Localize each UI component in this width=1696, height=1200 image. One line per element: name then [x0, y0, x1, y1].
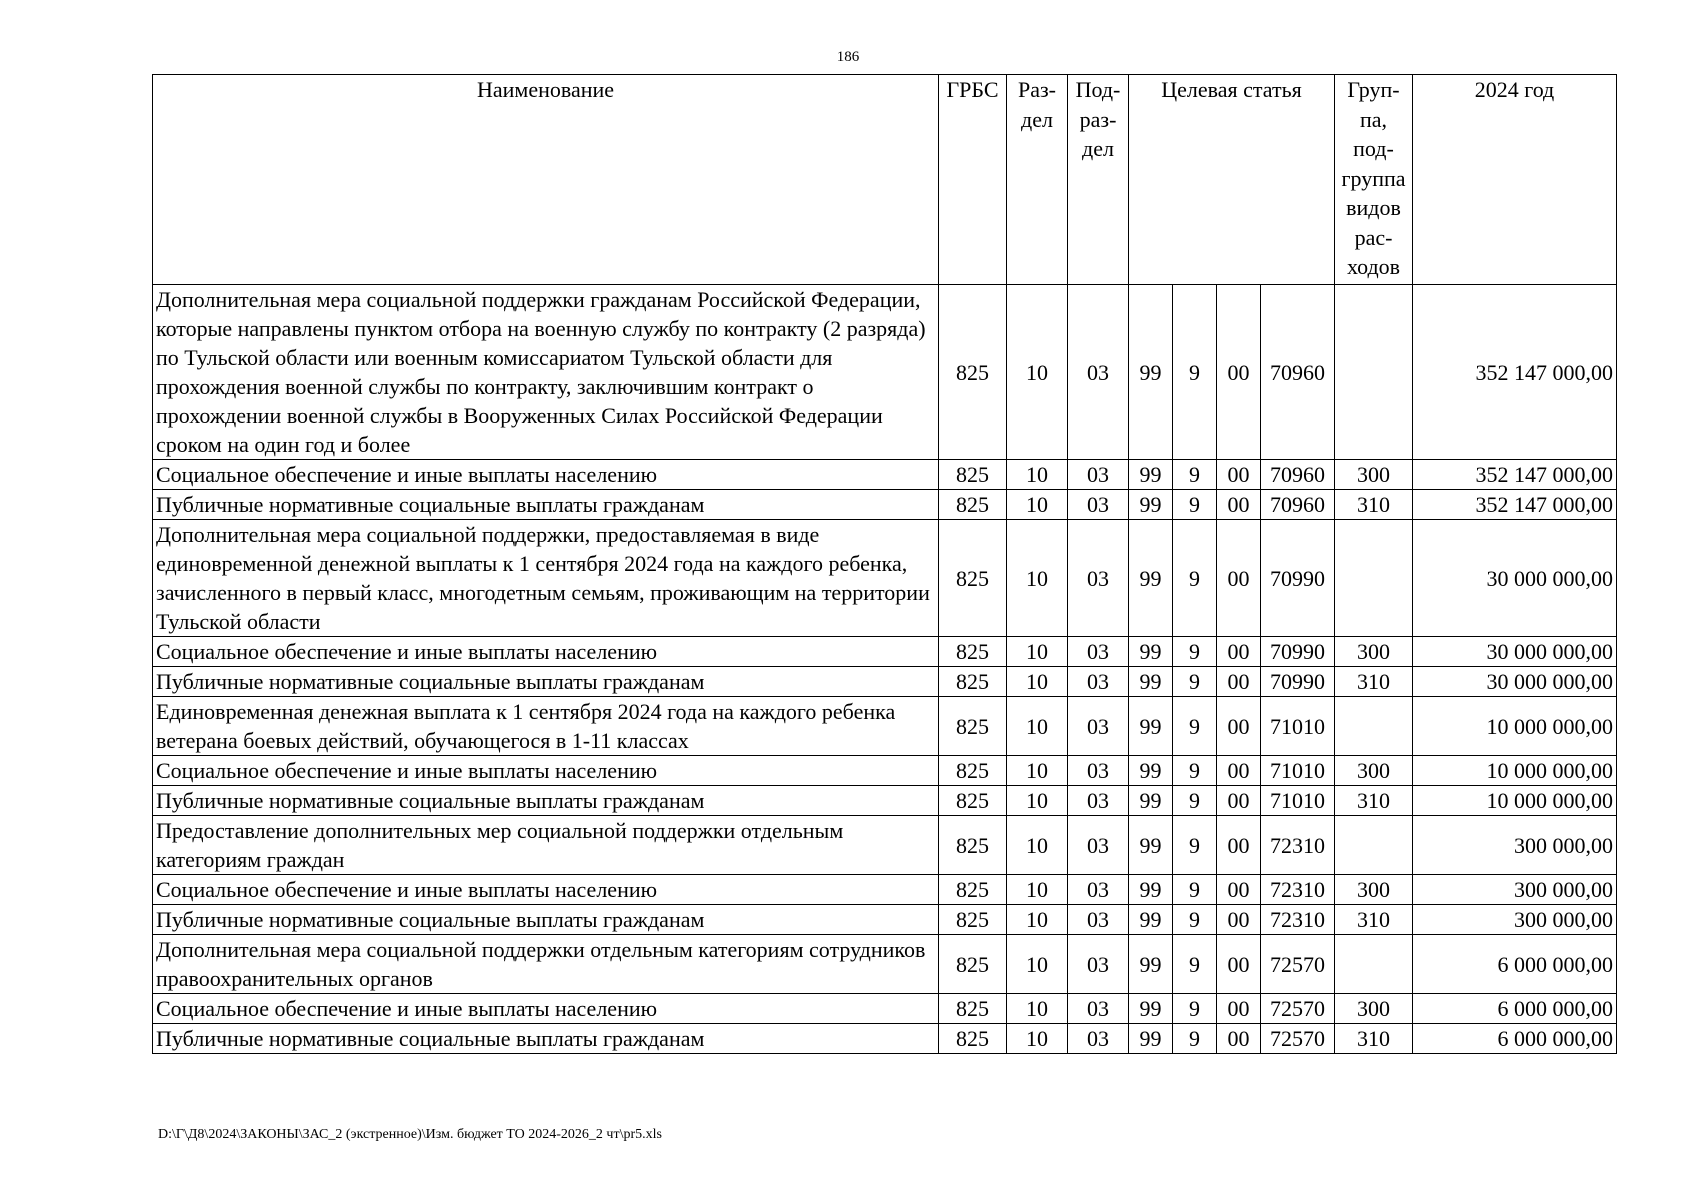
row-name-cell: Социальное обеспечение и иные выплаты населению	[153, 994, 939, 1024]
expense-group-cell: 300	[1335, 756, 1413, 786]
table-row	[153, 756, 1617, 786]
amount-cell: 10 000 000,00	[1413, 697, 1617, 756]
target-direction-cell: 00	[1217, 994, 1261, 1024]
target-code-cell: 70960	[1261, 490, 1335, 520]
header-podrazdel: Под- раз- дел	[1068, 75, 1129, 285]
grbs-cell: 825	[939, 875, 1007, 905]
grbs-cell: 825	[939, 994, 1007, 1024]
podrazdel-cell: 03	[1068, 697, 1129, 756]
target-program-cell: 99	[1129, 285, 1173, 460]
table-row	[153, 520, 1617, 637]
target-code-cell: 70990	[1261, 637, 1335, 667]
target-code-cell: 72310	[1261, 905, 1335, 935]
header-year-2024: 2024 год	[1413, 75, 1617, 285]
expense-group-cell	[1335, 935, 1413, 994]
target-subprogram-cell: 9	[1173, 490, 1217, 520]
target-code-cell: 72310	[1261, 816, 1335, 875]
target-program-cell: 99	[1129, 460, 1173, 490]
table-header-row	[153, 75, 1617, 285]
target-subprogram-cell: 9	[1173, 637, 1217, 667]
budget-table	[152, 74, 1617, 1054]
target-program-cell: 99	[1129, 875, 1173, 905]
target-code-cell: 71010	[1261, 786, 1335, 816]
podrazdel-cell: 03	[1068, 667, 1129, 697]
podrazdel-cell: 03	[1068, 994, 1129, 1024]
grbs-cell: 825	[939, 637, 1007, 667]
podrazdel-cell: 03	[1068, 490, 1129, 520]
grbs-cell: 825	[939, 1024, 1007, 1054]
razdel-cell: 10	[1007, 816, 1068, 875]
grbs-cell: 825	[939, 460, 1007, 490]
target-code-cell: 70960	[1261, 460, 1335, 490]
target-direction-cell: 00	[1217, 520, 1261, 637]
table-row	[153, 816, 1617, 875]
razdel-cell: 10	[1007, 637, 1068, 667]
target-code-cell: 72570	[1261, 994, 1335, 1024]
row-name-cell: Социальное обеспечение и иные выплаты населению	[153, 756, 939, 786]
grbs-cell: 825	[939, 935, 1007, 994]
razdel-cell: 10	[1007, 905, 1068, 935]
target-program-cell: 99	[1129, 697, 1173, 756]
target-direction-cell: 00	[1217, 875, 1261, 905]
grbs-cell: 825	[939, 816, 1007, 875]
expense-group-cell: 310	[1335, 905, 1413, 935]
table-row	[153, 875, 1617, 905]
table-row	[153, 935, 1617, 994]
table-row	[153, 667, 1617, 697]
header-grbs: ГРБС	[939, 75, 1007, 285]
target-direction-cell: 00	[1217, 637, 1261, 667]
target-direction-cell: 00	[1217, 935, 1261, 994]
target-subprogram-cell: 9	[1173, 697, 1217, 756]
expense-group-cell	[1335, 697, 1413, 756]
target-direction-cell: 00	[1217, 1024, 1261, 1054]
table-row	[153, 490, 1617, 520]
row-name-cell: Дополнительная мера социальной поддержки отдельным категориям сотрудников правоохранительных органов	[153, 935, 939, 994]
expense-group-cell: 310	[1335, 667, 1413, 697]
razdel-cell: 10	[1007, 935, 1068, 994]
target-code-cell: 70960	[1261, 285, 1335, 460]
razdel-cell: 10	[1007, 756, 1068, 786]
table-row	[153, 285, 1617, 460]
table-row	[153, 460, 1617, 490]
expense-group-cell	[1335, 285, 1413, 460]
amount-cell: 352 147 000,00	[1413, 285, 1617, 460]
target-program-cell: 99	[1129, 756, 1173, 786]
grbs-cell: 825	[939, 667, 1007, 697]
target-subprogram-cell: 9	[1173, 905, 1217, 935]
grbs-cell: 825	[939, 520, 1007, 637]
expense-group-cell: 310	[1335, 490, 1413, 520]
amount-cell: 300 000,00	[1413, 816, 1617, 875]
razdel-cell: 10	[1007, 460, 1068, 490]
target-code-cell: 72570	[1261, 935, 1335, 994]
razdel-cell: 10	[1007, 667, 1068, 697]
footer-file-path: D:\Г\Д8\2024\ЗАКОНЫ\ЗАС_2 (экстренное)\Изм. бюджет ТО 2024-2026_2 чт\pr5.xls	[158, 1127, 662, 1142]
expense-group-cell: 300	[1335, 875, 1413, 905]
header-razdel: Раз- дел	[1007, 75, 1068, 285]
table-row	[153, 637, 1617, 667]
podrazdel-cell: 03	[1068, 875, 1129, 905]
razdel-cell: 10	[1007, 490, 1068, 520]
row-name-cell: Дополнительная мера социальной поддержки, предоставляемая в виде единовременной денежной выплаты к 1 сентября 2024 года на каждого ребенка, зачисленного в первый класс, многодетным семьям, проживающим на территории Тульской области	[153, 520, 939, 637]
amount-cell: 10 000 000,00	[1413, 756, 1617, 786]
target-code-cell: 70990	[1261, 520, 1335, 637]
amount-cell: 10 000 000,00	[1413, 786, 1617, 816]
row-name-cell: Публичные нормативные социальные выплаты гражданам	[153, 667, 939, 697]
amount-cell: 300 000,00	[1413, 905, 1617, 935]
target-code-cell: 72570	[1261, 1024, 1335, 1054]
target-direction-cell: 00	[1217, 816, 1261, 875]
target-subprogram-cell: 9	[1173, 1024, 1217, 1054]
target-program-cell: 99	[1129, 935, 1173, 994]
target-subprogram-cell: 9	[1173, 935, 1217, 994]
table-row	[153, 1024, 1617, 1054]
razdel-cell: 10	[1007, 1024, 1068, 1054]
table-row	[153, 905, 1617, 935]
amount-cell: 6 000 000,00	[1413, 1024, 1617, 1054]
target-subprogram-cell: 9	[1173, 816, 1217, 875]
target-direction-cell: 00	[1217, 490, 1261, 520]
target-direction-cell: 00	[1217, 786, 1261, 816]
expense-group-cell	[1335, 520, 1413, 637]
row-name-cell: Социальное обеспечение и иные выплаты населению	[153, 875, 939, 905]
target-direction-cell: 00	[1217, 285, 1261, 460]
header-target-article: Целевая статья	[1129, 75, 1335, 285]
table-row	[153, 994, 1617, 1024]
podrazdel-cell: 03	[1068, 935, 1129, 994]
grbs-cell: 825	[939, 905, 1007, 935]
target-direction-cell: 00	[1217, 667, 1261, 697]
target-subprogram-cell: 9	[1173, 667, 1217, 697]
podrazdel-cell: 03	[1068, 816, 1129, 875]
target-program-cell: 99	[1129, 816, 1173, 875]
expense-group-cell: 300	[1335, 994, 1413, 1024]
grbs-cell: 825	[939, 490, 1007, 520]
table-body	[153, 285, 1617, 1054]
target-subprogram-cell: 9	[1173, 994, 1217, 1024]
grbs-cell: 825	[939, 786, 1007, 816]
razdel-cell: 10	[1007, 697, 1068, 756]
target-direction-cell: 00	[1217, 460, 1261, 490]
target-subprogram-cell: 9	[1173, 875, 1217, 905]
amount-cell: 352 147 000,00	[1413, 490, 1617, 520]
target-program-cell: 99	[1129, 520, 1173, 637]
target-subprogram-cell: 9	[1173, 460, 1217, 490]
podrazdel-cell: 03	[1068, 520, 1129, 637]
target-subprogram-cell: 9	[1173, 285, 1217, 460]
target-subprogram-cell: 9	[1173, 520, 1217, 637]
expense-group-cell: 300	[1335, 460, 1413, 490]
target-subprogram-cell: 9	[1173, 786, 1217, 816]
amount-cell: 30 000 000,00	[1413, 667, 1617, 697]
expense-group-cell: 310	[1335, 1024, 1413, 1054]
grbs-cell: 825	[939, 285, 1007, 460]
podrazdel-cell: 03	[1068, 786, 1129, 816]
table-row	[153, 697, 1617, 756]
target-subprogram-cell: 9	[1173, 756, 1217, 786]
target-program-cell: 99	[1129, 1024, 1173, 1054]
header-expense-group: Груп- па, под- группа видов рас- ходов	[1335, 75, 1413, 285]
razdel-cell: 10	[1007, 520, 1068, 637]
row-name-cell: Предоставление дополнительных мер социальной поддержки отдельным категориям граждан	[153, 816, 939, 875]
target-code-cell: 71010	[1261, 697, 1335, 756]
amount-cell: 352 147 000,00	[1413, 460, 1617, 490]
target-program-cell: 99	[1129, 667, 1173, 697]
target-program-cell: 99	[1129, 786, 1173, 816]
target-direction-cell: 00	[1217, 697, 1261, 756]
page-number: 186	[836, 49, 860, 65]
header-name: Наименование	[153, 75, 939, 285]
grbs-cell: 825	[939, 756, 1007, 786]
razdel-cell: 10	[1007, 285, 1068, 460]
row-name-cell: Единовременная денежная выплата к 1 сентября 2024 года на каждого ребенка ветерана боевых действий, обучающегося в 1-11 классах	[153, 697, 939, 756]
table-row	[153, 786, 1617, 816]
razdel-cell: 10	[1007, 786, 1068, 816]
target-code-cell: 70990	[1261, 667, 1335, 697]
podrazdel-cell: 03	[1068, 285, 1129, 460]
amount-cell: 30 000 000,00	[1413, 520, 1617, 637]
amount-cell: 6 000 000,00	[1413, 935, 1617, 994]
target-code-cell: 71010	[1261, 756, 1335, 786]
target-program-cell: 99	[1129, 905, 1173, 935]
razdel-cell: 10	[1007, 994, 1068, 1024]
row-name-cell: Публичные нормативные социальные выплаты гражданам	[153, 786, 939, 816]
row-name-cell: Публичные нормативные социальные выплаты гражданам	[153, 1024, 939, 1054]
row-name-cell: Публичные нормативные социальные выплаты гражданам	[153, 490, 939, 520]
expense-group-cell	[1335, 816, 1413, 875]
podrazdel-cell: 03	[1068, 905, 1129, 935]
row-name-cell: Публичные нормативные социальные выплаты гражданам	[153, 905, 939, 935]
target-program-cell: 99	[1129, 637, 1173, 667]
grbs-cell: 825	[939, 697, 1007, 756]
target-program-cell: 99	[1129, 994, 1173, 1024]
expense-group-cell: 300	[1335, 637, 1413, 667]
razdel-cell: 10	[1007, 875, 1068, 905]
row-name-cell: Дополнительная мера социальной поддержки гражданам Российской Федерации, которые направлены пунктом отбора на военную службу по контракту (2 разряда) по Тульской области или военным комиссариатом Тульской области для прохождения военной службы по контракту, заключившим контракт о прохождении военной службы в Вооруженных Силах Российской Федерации сроком на один год и более	[153, 285, 939, 460]
podrazdel-cell: 03	[1068, 1024, 1129, 1054]
row-name-cell: Социальное обеспечение и иные выплаты населению	[153, 460, 939, 490]
expense-group-cell: 310	[1335, 786, 1413, 816]
podrazdel-cell: 03	[1068, 756, 1129, 786]
podrazdel-cell: 03	[1068, 637, 1129, 667]
amount-cell: 6 000 000,00	[1413, 994, 1617, 1024]
target-direction-cell: 00	[1217, 905, 1261, 935]
target-program-cell: 99	[1129, 490, 1173, 520]
amount-cell: 30 000 000,00	[1413, 637, 1617, 667]
row-name-cell: Социальное обеспечение и иные выплаты населению	[153, 637, 939, 667]
target-direction-cell: 00	[1217, 756, 1261, 786]
target-code-cell: 72310	[1261, 875, 1335, 905]
amount-cell: 300 000,00	[1413, 875, 1617, 905]
podrazdel-cell: 03	[1068, 460, 1129, 490]
